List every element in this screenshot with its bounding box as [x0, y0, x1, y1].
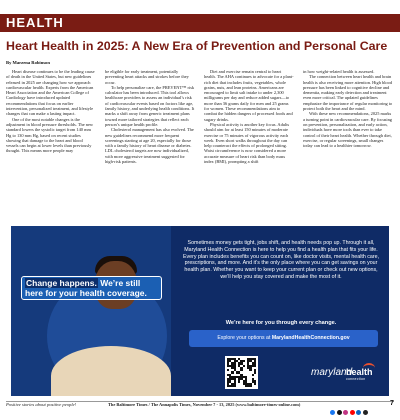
- qr-module: [227, 369, 229, 371]
- maryland-health-connection-logo: [311, 363, 383, 383]
- footer-publication-info: The Baltimore Times / The Annapolis Times, November 7 - 13, 2025 (www.baltimore-times-online.com): [108, 402, 301, 407]
- ad-tagline-highlight: Change happens.: [26, 278, 97, 288]
- x-icon[interactable]: [337, 410, 342, 415]
- qr-module: [243, 365, 245, 367]
- article-paragraph: in how weight-related health is assessed.: [303, 69, 375, 74]
- advertisement[interactable]: [11, 226, 389, 396]
- tiktok-icon[interactable]: [363, 410, 368, 415]
- article-paragraph: Cholesterol management has also evolved. The new guidelines recommend more frequent screenings starting at age 20, especially for those with a family history of heart disease or diabetes. LDL cholesterol targets are now individualized, with more aggressive treatment suggested for high-risk patients.: [105, 127, 194, 165]
- social-icons: [330, 402, 369, 408]
- ad-tagline: [21, 276, 162, 300]
- article-column-2: [105, 69, 195, 164]
- qr-module: [252, 374, 254, 376]
- article-paragraph: Diet and exercise remain central to heart health. The AHA continues to advocate for a plant-rich diet that includes fruits, vegetables, whole grains, nuts, and lean proteins. Americans are encouraged to limit salt intake to under 2,300 milligrams per day and reduce added sugars—to more than 36 grams daily for men and 25 grams for women. These recommendations aim to combat the hidden dangers of processed foods and sugary drinks.: [204, 69, 294, 122]
- article-paragraph: To help personalize care, the PREVENT™ risk calculator has been introduced. This tool allows healthcare providers to assess an individual’s risk of cardiovascular events based on factors like age, family history, and underlying health conditions. It marks a shift away from generic treatment plans toward more tailored strategies that reflect each person’s unique health profile.: [105, 84, 195, 127]
- article-paragraph: Physical activity is another key focus. Adults should aim for at least 150 minutes of moderate exercise or 75 minutes of vigorous activity each week. Even short walks throughout the day can help counteract the effects of prolonged sitting. Waist circumference is now considered a more accurate measure of heart risk than body mass index (BMI), prompting a shift: [204, 121, 290, 165]
- logo-health: health: [346, 367, 373, 377]
- logo-maryland: maryland: [311, 367, 353, 378]
- article-paragraph: One of the most notable changes is the adjustment in blood pressure thresholds. The new standard lowers the systolic target from 140 mm Hg to 130 mm Hg, based on recent studies showing that damage to the heart and blood vessels can begin at lower levels than previously thought. This means more people may: [6, 116, 94, 154]
- logo-swirl-icon: [363, 363, 375, 373]
- article-paragraph: be eligible for early treatment, potentially preventing heart attacks and strokes before they occur.: [105, 69, 189, 85]
- qr-module: [238, 380, 240, 382]
- qr-module: [254, 371, 256, 373]
- linkedin-icon[interactable]: [356, 410, 361, 415]
- section-header: [0, 14, 400, 32]
- section-label: HEALTH: [6, 15, 64, 30]
- ad-cta-button[interactable]: [189, 330, 378, 347]
- ad-photo: [11, 226, 171, 396]
- ad-tagline-text: We’re still here for your health coverage.: [25, 278, 147, 298]
- instagram-icon[interactable]: [343, 410, 348, 415]
- article-paragraph: Heart disease continues to be the leading cause of death in the United States, but new guidelines released in 2025 are changing how we approach cardiovascular health. Experts from the American Heart Association and the American College of Cardiology have introduced updated recommendations that focus on earlier intervention, personalized treatment, and lifestyle changes that can make a lasting impact.: [6, 69, 95, 117]
- logo-connection: connection: [346, 377, 366, 381]
- ad-cta-prefix: Explore your options at: [217, 335, 272, 341]
- qr-module: [240, 369, 242, 371]
- ad-cta-link[interactable]: MarylandHealthConnection.gov: [271, 335, 350, 341]
- article-column-3: [204, 69, 294, 164]
- page-number: 7: [390, 400, 394, 407]
- ad-strong-text: We’re here for you through every change.: [225, 320, 337, 326]
- article-column-4: [303, 69, 393, 148]
- facebook-icon[interactable]: [330, 410, 335, 415]
- qr-module: [234, 385, 236, 387]
- ad-body-text: Sometimes money gets tight, jobs shift, and health needs pop up. Through it all, Maryland Health Connection is here to help you find a health plan that fits your life. Every plan includes benefits you can count on, like doctor visits, mental health care, prescriptions, and more. And it’s the only place where you can get savings on your health plan. Whether you want to keep your current plan or check out new options, we’ll help you stay covered and make the most of it.: [182, 240, 380, 280]
- qr-module: [249, 369, 251, 371]
- qr-module: [254, 365, 256, 367]
- article-paragraph: The connection between heart health and brain health is also receiving more attention. High blood pressure has been linked to cognitive decline and dementia, making early detection and treatment even more critical. The updated guidelines emphasize the importance of regular monitoring to protect both the heart and the mind.: [303, 74, 393, 112]
- footer-slogan: Positive stories about positive people!: [6, 402, 77, 407]
- article-byline: By Marzena Robinson: [6, 60, 50, 65]
- qr-code-icon[interactable]: [225, 356, 258, 389]
- article-body: [6, 69, 394, 227]
- youtube-icon[interactable]: [350, 410, 355, 415]
- article-paragraph: With these new recommendations, 2025 marks a turning point in cardiovascular care. By focusing on prevention, personalization, and early action, individuals have more tools than ever to take control of their heart health. Whether through diet, exercise, or regular screenings, small changes today can lead to a healthier tomorrow.: [303, 111, 393, 149]
- qr-module: [243, 360, 245, 362]
- qr-module: [231, 371, 233, 373]
- article-headline: Heart Health in 2025: A New Era of Prevention and Personal Care: [6, 39, 388, 53]
- qr-module: [249, 385, 251, 387]
- qr-module: [254, 383, 256, 385]
- article-column-1: [6, 69, 96, 154]
